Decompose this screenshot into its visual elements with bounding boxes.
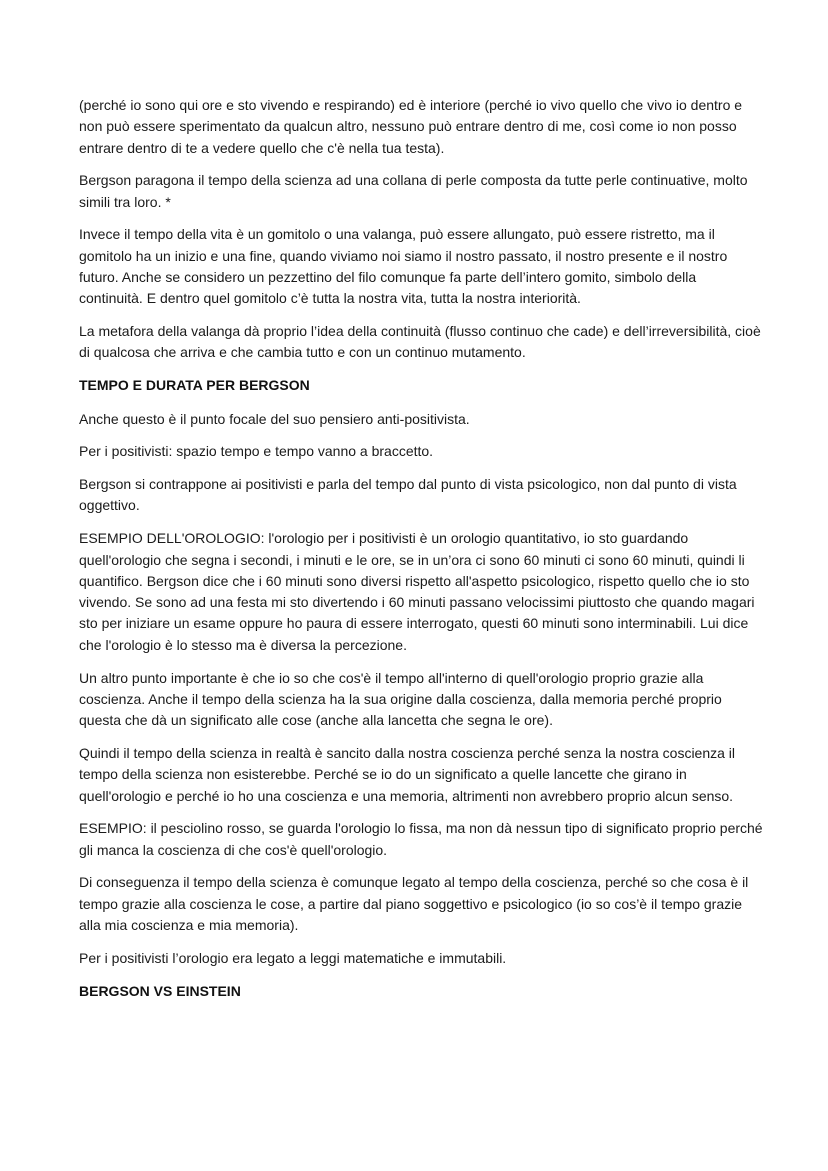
paragraph-goldfish-example: ESEMPIO: il pesciolino rosso, se guarda l'orologio lo fissa, ma non dà nessun tipo di significato proprio perché gli manca la coscienza di che cos'è quell'orologio. bbox=[79, 820, 763, 858]
paragraph-clock-example: ESEMPIO DELL'OROLOGIO: l'orologio per i positivisti è un orologio quantitativo, io sto guardando quell'orologio che segna i secondi, i minuti e le ore, se in un’ora ci sono 60 minuti ci sono 60 minuti, quindi li quantifico. Bergson dice che i 60 minuti sono diversi rispetto all'aspetto psicologico, rispetto quello che io sto vivendo. Se sono ad una festa mi sto divertendo i 60 minuti passano velocissimi piuttosto che quando magari sto per iniziare un esame oppure ho paura di essere interrogato, questi 60 minuti sono interminabili. Lui dice che l'orologio è lo stesso ma è diversa la percezione. bbox=[79, 530, 755, 653]
paragraph-psychological-time: Bergson si contrappone ai positivisti e parla del tempo dal punto di vista psicologico, non dal punto di vista oggettivo. bbox=[79, 476, 737, 514]
paragraph-yarn-ball: Invece il tempo della vita è un gomitolo o una valanga, può essere allungato, può essere ristretto, ma il gomitolo ha un inizio e una fine, quando viviamo noi siamo il nostro passato, il nostro presente e il nostro futuro. Anche se considero un pezzettino del filo comunque fa parte dell’intero gomito, simbolo della continuità. E dentro quel gomitolo c’è tutta la nostra vita, tutta la nostra interiorità. bbox=[79, 226, 728, 307]
paragraph-avalanche: La metafora della valanga dà proprio l’idea della continuità (flusso continuo che cade) e dell’irreversibilità, cioè di qualcosa che arriva e che cambia tutto e con un continuo mutamento. bbox=[79, 323, 761, 361]
paragraph-positivists: Per i positivisti: spazio tempo e tempo vanno a braccetto. bbox=[79, 443, 434, 460]
paragraph-pearl-necklace: Bergson paragona il tempo della scienza ad una collana di perle composta da tutte perle continuative, molto simili tra loro. * bbox=[79, 172, 748, 210]
section-heading-tempo-durata: TEMPO E DURATA PER BERGSON bbox=[79, 377, 310, 394]
paragraph-focal-point: Anche questo è il punto focale del suo pensiero anti-positivista. bbox=[79, 410, 470, 427]
paragraph-interiority: (perché io sono qui ore e sto vivendo e respirando) ed è interiore (perché io vivo quello che vivo io dentro e non può essere sperimentato da qualcun altro, nessuno può entrare dentro di me, così come io non posso entrare dentro di te a vedere quello che c'è nella tua testa). bbox=[79, 97, 743, 156]
paragraph-science-time: Quindi il tempo della scienza in realtà è sancito dalla nostra coscienza perché senza la nostra coscienza il tempo della scienza non esisterebbe. Perché se io do un significato a quelle lancette che girano in quell'orologio e perché io ho una coscienza e una memoria, altrimenti non avrebbero proprio alcun senso. bbox=[79, 744, 736, 804]
document-body bbox=[79, 95, 763, 1014]
paragraph-consequence: Di conseguenza il tempo della scienza è comunque legato al tempo della coscienza, perché so che cosa è il tempo grazie alla coscienza le cose, a partire dal piano soggettivo e psicologico (io so cos’è il tempo grazie alla mia coscienza e mia memoria). bbox=[79, 874, 749, 933]
section-heading-bergson-einstein: BERGSON VS EINSTEIN bbox=[79, 982, 241, 999]
paragraph-consciousness: Un altro punto importante è che io so che cos'è il tempo all'interno di quell'orologio proprio grazie alla coscienza. Anche il tempo della scienza ha la sua origine dalla coscienza, dalla memoria perché proprio questa che dà un significato alle cose (anche alla lancetta che segna le ore). bbox=[79, 669, 722, 729]
paragraph-math-laws: Per i positivisti l’orologio era legato a leggi matematiche e immutabili. bbox=[79, 949, 507, 966]
